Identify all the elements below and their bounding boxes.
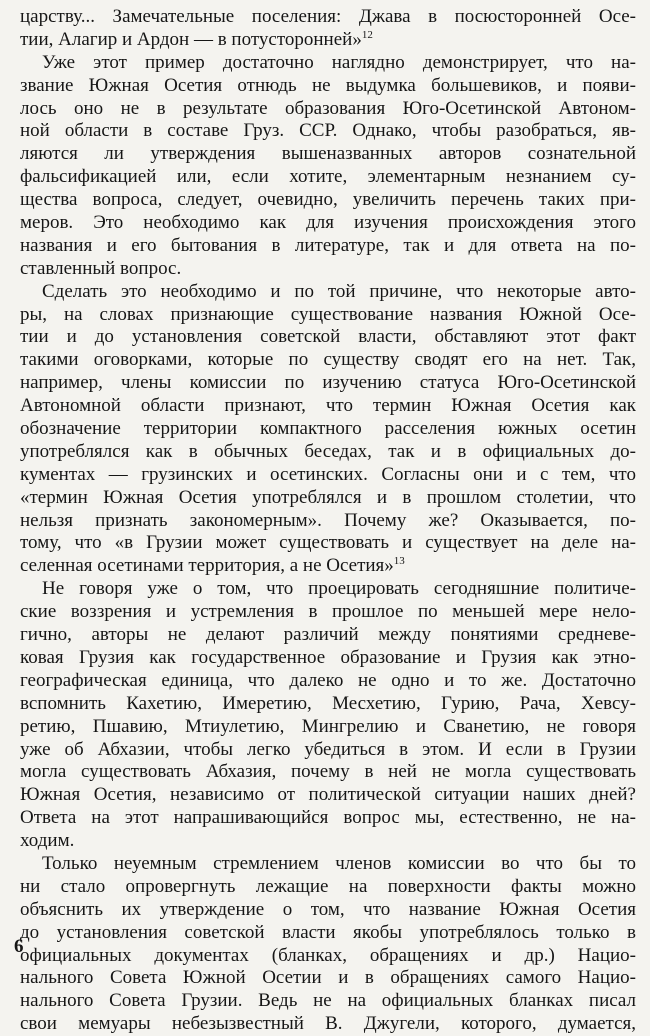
text-line [20,990,636,1013]
text-line [20,830,636,853]
text-line [20,304,636,327]
line-text: официальных документах (бланках, обращениях и др.) Нацио- [20,944,636,966]
footnote-marker: 13 [393,555,405,568]
line-text: Автономной области признают, что термин Южная Осетия как [20,395,636,417]
line-text: ставленный вопрос. [20,257,182,279]
text-line [20,120,636,143]
line-text: названия и его бытования в литературе, так и для ответа на по- [20,234,636,256]
text-line [20,670,636,693]
line-text: меров. Это необходимо как для изучения происхождения этого [20,212,636,234]
line-text: могла существовать Абхазия, почему в ней не могла существовать [20,761,636,783]
line-text: Уже этот пример достаточно наглядно демонстрирует, что на- [42,51,636,73]
line-text: селенная осетинами территория, а не Осетия» [20,555,394,577]
text-line [20,281,636,304]
text-line [20,52,636,75]
line-text: ры, на словах признающие существование названия Южной Осе- [20,303,636,325]
line-text: ские воззрения и устремления в прошлое по меньшей мере нело- [20,601,636,623]
line-text: тии, Алагир и Ардон — в потусторонней» [20,28,362,50]
line-text: например, члены комиссии по изучению статуса Юго-Осетинской [20,372,636,394]
line-text: ходим. [20,830,75,852]
line-text: царству... Замечательные поселения: Джава в посюсторонней Осе- [20,6,636,27]
text-line [20,98,636,121]
line-text: ляются ли утверждения вышеназванных авторов сознательной [20,143,636,165]
line-text: щества вопроса, следует, очевидно, увеличить перечень таких при- [20,189,636,211]
line-text: Не говоря уже о том, что проецировать сегодняшние политиче- [42,578,636,600]
line-text: нального Совета Грузии. Ведь не на официальных бланках писал [20,990,636,1012]
text-line [20,395,636,418]
text-line [20,578,636,601]
line-text: такими оговорками, которые по существу сводят его на нет. Так, [20,349,636,371]
text-line [20,784,636,807]
text-line [20,235,636,258]
text-line [20,75,636,98]
text-line [20,6,636,29]
text-line [20,899,636,922]
text-line [20,739,636,762]
text-line [20,922,636,945]
text-line [20,624,636,647]
text-line [20,876,636,899]
line-text: географическая единица, что далеко не одно и то же. Достаточно [20,669,636,691]
text-line [20,945,636,968]
text-line [20,647,636,670]
text-line [20,693,636,716]
line-text: уже об Абхазии, чтобы легко убедиться в этом. И если в Грузии [20,738,636,760]
line-text: Ответа на этот напрашивающийся вопрос мы, естественно, не на- [20,807,636,829]
line-text: Сделать это необходимо и по той причине, что некоторые авто- [42,280,636,302]
text-line [20,1013,636,1036]
text-line [20,166,636,189]
line-text: ни стало опровергнуть лежащие на поверхности факты можно [20,875,636,897]
line-text: до установления советской власти якобы употреблялось только в [20,921,636,943]
line-text: кументах — грузинских и осетинских. Согласны они и с тем, что [20,463,636,485]
line-text: звание Южная Осетия отнюдь не выдумка большевиков, и появи- [20,74,636,96]
text-line [20,601,636,624]
text-line [20,510,636,533]
text-line [20,487,636,510]
line-text: нельзя признать закономерным». Почему же? Оказывается, по- [20,509,636,531]
line-text: ковая Грузия как государственное образование и Грузия как этно- [20,646,636,668]
text-line [20,349,636,372]
line-text: тому, что «в Грузии может существовать и существует на деле на- [20,532,636,554]
line-text: употреблялся как в обычных беседах, так и в официальных до- [20,440,636,462]
line-text: гично, авторы не делают различий между понятиями средневе- [20,624,636,646]
line-text: Южная Осетия, независимо от политической ситуации наших дней? [20,784,636,806]
text-line [20,212,636,235]
text-line [20,555,636,578]
line-text: тии и до установления советской власти, обставляют этот факт [20,326,636,348]
text-line [20,853,636,876]
line-text: лось оно не в результате образования Юго-Осетинской Автоном- [20,97,636,119]
text-line [20,464,636,487]
line-text: ретию, Пшавию, Мтиулетию, Мингрелию и Сванетию, не говоря [20,715,636,737]
footnote-marker: 12 [361,28,373,41]
body-text [20,6,636,1036]
text-line [20,326,636,349]
page-number: 6 [14,936,24,957]
text-line [20,418,636,441]
text-line [20,441,636,464]
text-line [20,143,636,166]
text-line [20,807,636,830]
text-line [20,372,636,395]
line-text: «термин Южная Осетия употреблялся и в прошлом столетии, что [20,486,636,508]
text-line [20,189,636,212]
text-line [20,967,636,990]
line-text: Только неуемным стремлением членов комиссии во что бы то [42,852,636,874]
line-text: ной области в составе Груз. ССР. Однако, чтобы разобраться, яв- [20,120,636,142]
line-text: вспомнить Кахетию, Имеретию, Месхетию, Гурию, Рача, Хевсу- [20,692,636,714]
text-line [20,258,636,281]
text-line [20,532,636,555]
line-text: обозначение территории компактного расселения южных осетин [20,418,636,440]
line-text: нального Совета Южной Осетии и в обращениях самого Нацио- [20,967,636,989]
text-line [20,29,636,52]
text-line [20,716,636,739]
line-text: свои мемуары небезызвестный В. Джугели, которого, думается, [20,1013,636,1035]
line-text: объяснить их утверждение о том, что название Южная Осетия [20,898,636,920]
line-text: фальсификацией или, если хотите, элементарным незнанием су- [20,166,636,188]
text-line [20,761,636,784]
